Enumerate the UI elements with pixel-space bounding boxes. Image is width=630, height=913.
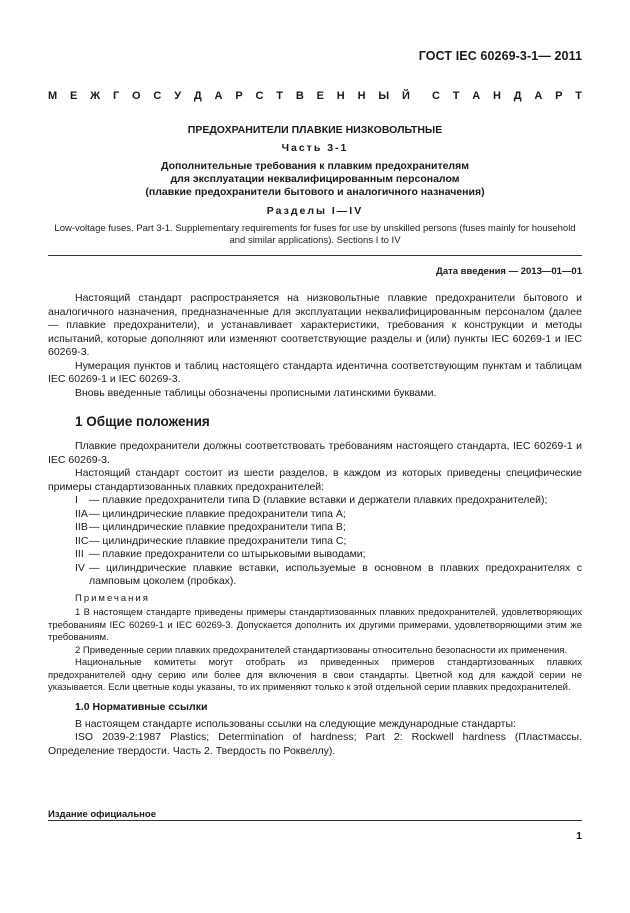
banner-letter: Н: [336, 90, 345, 102]
intro-paragraph: Настоящий стандарт распространяется на низковольтные плавкие предохранители бытового и аналогичного назначения, предназначенные для эксплуатации неквалифицированным персоналом (далее — плавкие предохранители), и устанавливает характеристики, требования к конструкции и методы испытаний, которые дополняют или изменяют соответствующие разделы и (или) пункты IEC 60269-1 и IEC 60269-3.: [48, 292, 582, 358]
banner-letter: Р: [555, 90, 563, 102]
series-code: IIB: [75, 521, 88, 533]
series-code: I: [75, 494, 78, 506]
series-code: IIA: [75, 507, 88, 520]
banner-letter: Ы: [378, 90, 390, 102]
series-item: [75, 535, 582, 549]
document-body: [48, 292, 582, 758]
series-text: — цилиндрические плавкие предохранители типа А;: [89, 507, 346, 520]
banner-letter: Т: [276, 90, 284, 102]
page-number: 1: [576, 830, 582, 842]
series-item: [75, 521, 582, 535]
banner-letter: С: [432, 90, 440, 102]
subsection-paragraph: ISO 2039-2:1987 Plastics; Determination of hardness; Part 2: Rockwell hardness (Пластмассы. Определение твердости. Часть 2. Твердость по Роквеллу).: [48, 731, 582, 757]
series-code: IIC: [75, 534, 89, 547]
part-title: Часть 3-1: [281, 142, 349, 154]
notes-heading: Примечания: [75, 592, 150, 604]
banner-letter: В: [295, 90, 304, 102]
english-title: Low-voltage fuses. Part 3-1. Supplementary requirements for fuses for use by unskilled persons (fuses mainly for household and similar applications). Sections I to IV: [54, 223, 576, 246]
standard-designation: ГОСТ IEC 60269-3-1— 2011: [418, 49, 582, 63]
series-text: — плавкие предохранители типа D (плавкие вставки и держатели плавких предохранителей);: [89, 494, 548, 506]
banner-letter: С: [255, 90, 264, 102]
notes-block: [48, 593, 582, 695]
standard-word: [432, 90, 582, 102]
series-item: [75, 562, 582, 589]
series-item: [75, 508, 582, 522]
sections-title: Разделы I—IV: [266, 205, 364, 217]
banner-letter: Н: [492, 90, 501, 102]
banner-letter: У: [174, 90, 182, 102]
interstate-word: [48, 90, 410, 102]
subtitle-line: для эксплуатации неквалифицированным персоналом: [170, 173, 460, 185]
note-paragraph: Национальные комитеты могут отобрать из приведенных примеров стандартизованных плавких предохранителей одну серию или более для включения в свои стандарты. Цветной код для каждой серии не указывается. Если цветные коды указаны, то их применяют только к этой отдельной серии плавких предохранителей.: [48, 657, 582, 693]
subtitle-line: (плавкие предохранители бытового и аналогичного назначения): [145, 186, 485, 198]
banner-letter: А: [472, 90, 481, 102]
banner-letter: Т: [452, 90, 460, 102]
fuse-series-list: [48, 494, 582, 589]
intro-paragraph: Вновь введенные таблицы обозначены прописными латинскими буквами.: [75, 386, 437, 399]
footer-divider: [48, 820, 582, 821]
main-title: ПРЕДОХРАНИТЕЛИ ПЛАВКИЕ НИЗКОВОЛЬТНЫЕ: [187, 124, 443, 136]
note-paragraph: 2 Приведенные серии плавких предохранителей стандартизованы относительно безопасности их применения.: [75, 644, 568, 656]
banner-letter: Ж: [90, 90, 101, 102]
series-text: — плавкие предохранители со штырьковыми выводами;: [89, 548, 366, 560]
banner-letter: Й: [401, 90, 410, 102]
note-paragraph: 1 В настоящем стандарте приведены примеры стандартизованных плавких предохранителей, удовлетворяющих требованиям IEC 60269-1 и IEC 60269-3. Допускается дополнить их другими примерами, удовлетворяющими этим же требованиям.: [48, 607, 582, 643]
series-code: IV: [75, 561, 85, 574]
subsection-paragraph: В настоящем стандарте использованы ссылки на следующие международные стандарты:: [75, 717, 516, 730]
banner-letter: Г: [112, 90, 120, 102]
banner-letter: Н: [357, 90, 366, 102]
series-item: [75, 548, 582, 562]
interstate-standard-banner: [48, 90, 582, 102]
title-block: [48, 124, 582, 247]
title-divider: [48, 255, 582, 256]
banner-letter: Д: [513, 90, 522, 102]
banner-letter: С: [153, 90, 162, 102]
series-text: — цилиндрические плавкие вставки, используемые в основном в плавких предохранителях с ламповым цоколем (пробках).: [89, 561, 582, 587]
banner-letter: А: [534, 90, 543, 102]
section-heading: 1 Общие положения: [75, 414, 210, 429]
banner-letter: Е: [316, 90, 324, 102]
banner-letter: О: [132, 90, 141, 102]
banner-letter: Т: [575, 90, 582, 102]
subtitle: [48, 160, 582, 199]
series-text: — цилиндрические плавкие предохранители типа С;: [89, 534, 347, 547]
banner-letter: Д: [193, 90, 202, 102]
series-item: [75, 494, 582, 508]
subtitle-line: Дополнительные требования к плавким предохранителям: [160, 160, 470, 172]
series-code: III: [75, 548, 84, 560]
official-edition-label: Издание официальное: [48, 809, 156, 820]
banner-letter: М: [48, 90, 58, 102]
series-text: — цилиндрические плавкие предохранители типа В;: [89, 521, 346, 533]
section-paragraph: Настоящий стандарт состоит из шести разделов, в каждом из которых приведены специфические примеры стандартизованных плавких предохранителей:: [48, 467, 582, 493]
banner-letter: А: [214, 90, 223, 102]
banner-letter: Е: [70, 90, 78, 102]
introduction-date: Дата введения — 2013—01—01: [436, 266, 582, 277]
section-paragraph: Плавкие предохранители должны соответствовать требованиям настоящего стандарта, IEC 60269-1 и IEC 60269-3.: [48, 440, 582, 466]
intro-paragraph: Нумерация пунктов и таблиц настоящего стандарта идентична соответствующим пунктам и таблицам IEC 60269-1 и IEC 60269-3.: [48, 359, 582, 385]
subsection-heading: 1.0 Нормативные ссылки: [75, 700, 208, 713]
banner-letter: Р: [235, 90, 243, 102]
